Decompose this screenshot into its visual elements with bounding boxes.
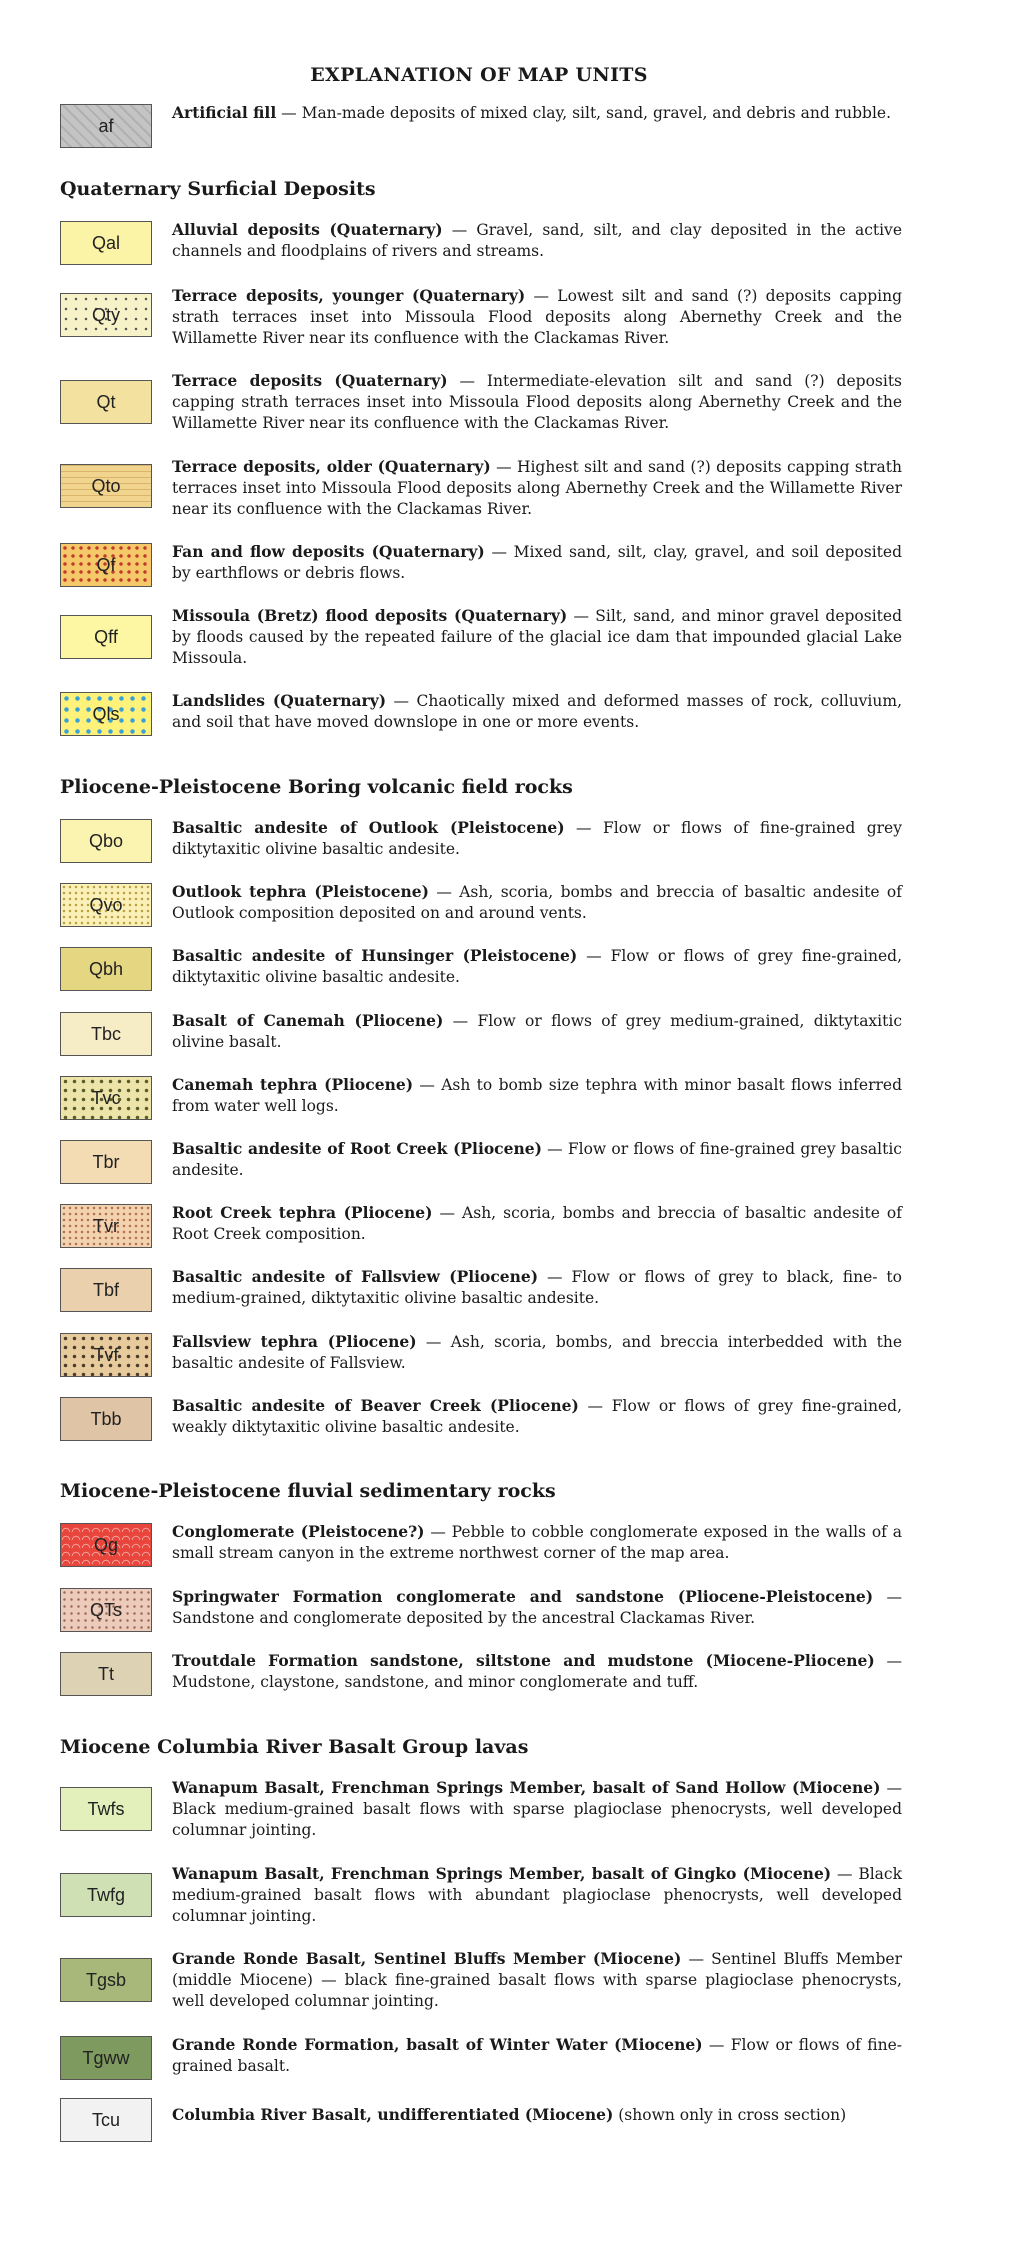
section-heading-fluvial: Miocene-Pleistocene fluvial sedimentary rocks	[60, 1480, 556, 1502]
unit-swatch: Qf	[60, 543, 152, 587]
unit-description: Columbia River Basalt, undifferentiated (Miocene) (shown only in cross section)	[172, 2105, 847, 2124]
unit-swatch: Tgsb	[60, 1958, 152, 2002]
unit-description: Basaltic andesite of Fallsview (Pliocene) — Flow or flows of grey to black, fine- to medium-grained, diktytaxitic olivine basaltic andesite.	[172, 1267, 902, 1307]
unit-description: Grande Ronde Formation, basalt of Winter Water (Miocene) — Flow or flows of fine-grained basalt.	[172, 2035, 902, 2075]
unit-description: Basaltic andesite of Hunsinger (Pleistocene) — Flow or flows of grey fine-grained, diktytaxitic olivine basaltic andesite.	[172, 946, 902, 986]
unit-description: Missoula (Bretz) flood deposits (Quaternary) — Silt, sand, and minor gravel deposited by floods caused by the repeated failure of the glacial ice dam that impounded glacial Lake Missoula.	[172, 606, 902, 667]
unit-swatch: Tt	[60, 1652, 152, 1696]
section-heading-boring: Pliocene-Pleistocene Boring volcanic field rocks	[60, 776, 573, 798]
unit-swatch: Qls	[60, 692, 152, 736]
unit-description: Wanapum Basalt, Frenchman Springs Member, basalt of Gingko (Miocene) — Black medium-grained basalt flows with abundant plagioclase phenocrysts, well developed columnar jointing.	[172, 1864, 902, 1925]
section-heading-crb: Miocene Columbia River Basalt Group lavas	[60, 1736, 529, 1758]
unit-swatch: Qff	[60, 615, 152, 659]
unit-description: Springwater Formation conglomerate and sandstone (Pliocene-Pleistocene) — Sandstone and conglomerate deposited by the ancestral Clackamas River.	[172, 1587, 902, 1627]
page-title: EXPLANATION OF MAP UNITS	[310, 64, 648, 86]
unit-description: Basaltic andesite of Root Creek (Pliocene) — Flow or flows of fine-grained grey basaltic andesite.	[172, 1139, 902, 1179]
unit-swatch: Qto	[60, 464, 152, 508]
unit-description: Artificial fill — Man-made deposits of mixed clay, silt, sand, gravel, and debris and rubble.	[172, 103, 892, 122]
section-heading-quaternary: Quaternary Surficial Deposits	[60, 178, 376, 200]
unit-swatch: Qbo	[60, 819, 152, 863]
unit-description: Wanapum Basalt, Frenchman Springs Member, basalt of Sand Hollow (Miocene) — Black medium-grained basalt flows with sparse plagioclase phenocrysts, well developed columnar jointing.	[172, 1778, 902, 1839]
unit-swatch: QTs	[60, 1588, 152, 1632]
unit-swatch: Tcu	[60, 2098, 152, 2142]
unit-swatch: Tbb	[60, 1397, 152, 1441]
unit-swatch: Qty	[60, 293, 152, 337]
unit-description: Root Creek tephra (Pliocene) — Ash, scoria, bombs and breccia of basaltic andesite of Root Creek composition.	[172, 1203, 902, 1243]
unit-description: Basaltic andesite of Beaver Creek (Pliocene) — Flow or flows of grey fine-grained, weakly diktytaxitic olivine basaltic andesite.	[172, 1396, 902, 1436]
unit-description: Fan and flow deposits (Quaternary) — Mixed sand, silt, clay, gravel, and soil deposited by earthflows or debris flows.	[172, 542, 902, 582]
unit-swatch: Twfg	[60, 1873, 152, 1917]
unit-swatch: Qg	[60, 1523, 152, 1567]
unit-swatch: Qvo	[60, 883, 152, 927]
unit-description: Troutdale Formation sandstone, siltstone and mudstone (Miocene-Pliocene) — Mudstone, claystone, sandstone, and minor conglomerate and tuff.	[172, 1651, 902, 1691]
unit-swatch: Tbf	[60, 1268, 152, 1312]
unit-swatch: Tgww	[60, 2036, 152, 2080]
unit-description: Grande Ronde Basalt, Sentinel Bluffs Member (Miocene) — Sentinel Bluffs Member (middle Miocene) — black fine-grained basalt flows with sparse plagioclase phenocrysts, well developed columnar jointing.	[172, 1949, 902, 2010]
unit-swatch: Tbr	[60, 1140, 152, 1184]
unit-description: Canemah tephra (Pliocene) — Ash to bomb size tephra with minor basalt flows inferred from water well logs.	[172, 1075, 902, 1115]
unit-description: Terrace deposits (Quaternary) — Intermediate-elevation silt and sand (?) deposits capping strath terraces inset into Missoula Flood deposits along Abernethy Creek and the Willamette River near its confluence with the Clackamas River.	[172, 371, 903, 432]
unit-description: Landslides (Quaternary) — Chaotically mixed and deformed masses of rock, colluvium, and soil that have moved downslope in one or more events.	[172, 691, 902, 731]
unit-swatch: Qt	[60, 380, 152, 424]
unit-description: Basaltic andesite of Outlook (Pleistocene) — Flow or flows of fine-grained grey diktytaxitic olivine basaltic andesite.	[172, 818, 902, 858]
unit-swatch: Qbh	[60, 947, 152, 991]
unit-description: Alluvial deposits (Quaternary) — Gravel, sand, silt, and clay deposited in the active channels and floodplains of rivers and streams.	[172, 220, 902, 260]
unit-swatch: af	[60, 104, 152, 148]
unit-swatch: Qal	[60, 221, 152, 265]
unit-description: Conglomerate (Pleistocene?) — Pebble to cobble conglomerate exposed in the walls of a small stream canyon in the extreme northwest corner of the map area.	[172, 1522, 902, 1562]
unit-swatch: Tvc	[60, 1076, 152, 1120]
unit-description: Terrace deposits, older (Quaternary) — Highest silt and sand (?) deposits capping strath terraces inset into Missoula Flood deposits along Abernethy Creek and the Willamette River near its confluence with the Clackamas River.	[172, 457, 902, 518]
unit-description: Outlook tephra (Pleistocene) — Ash, scoria, bombs and breccia of basaltic andesite of Outlook composition deposited on and around vents.	[172, 882, 902, 922]
unit-swatch: Tvf	[60, 1333, 152, 1377]
unit-description: Fallsview tephra (Pliocene) — Ash, scoria, bombs, and breccia interbedded with the basaltic andesite of Fallsview.	[172, 1332, 902, 1372]
unit-description: Basalt of Canemah (Pliocene) — Flow or flows of grey medium-grained, diktytaxitic olivine basalt.	[172, 1011, 902, 1051]
unit-swatch: Twfs	[60, 1787, 152, 1831]
unit-description: Terrace deposits, younger (Quaternary) — Lowest silt and sand (?) deposits capping strath terraces inset into Missoula Flood deposits along Abernethy Creek and the Willamette River near its confluence with the Clackamas River.	[172, 286, 902, 347]
unit-swatch: Tvr	[60, 1204, 152, 1248]
unit-swatch: Tbc	[60, 1012, 152, 1056]
